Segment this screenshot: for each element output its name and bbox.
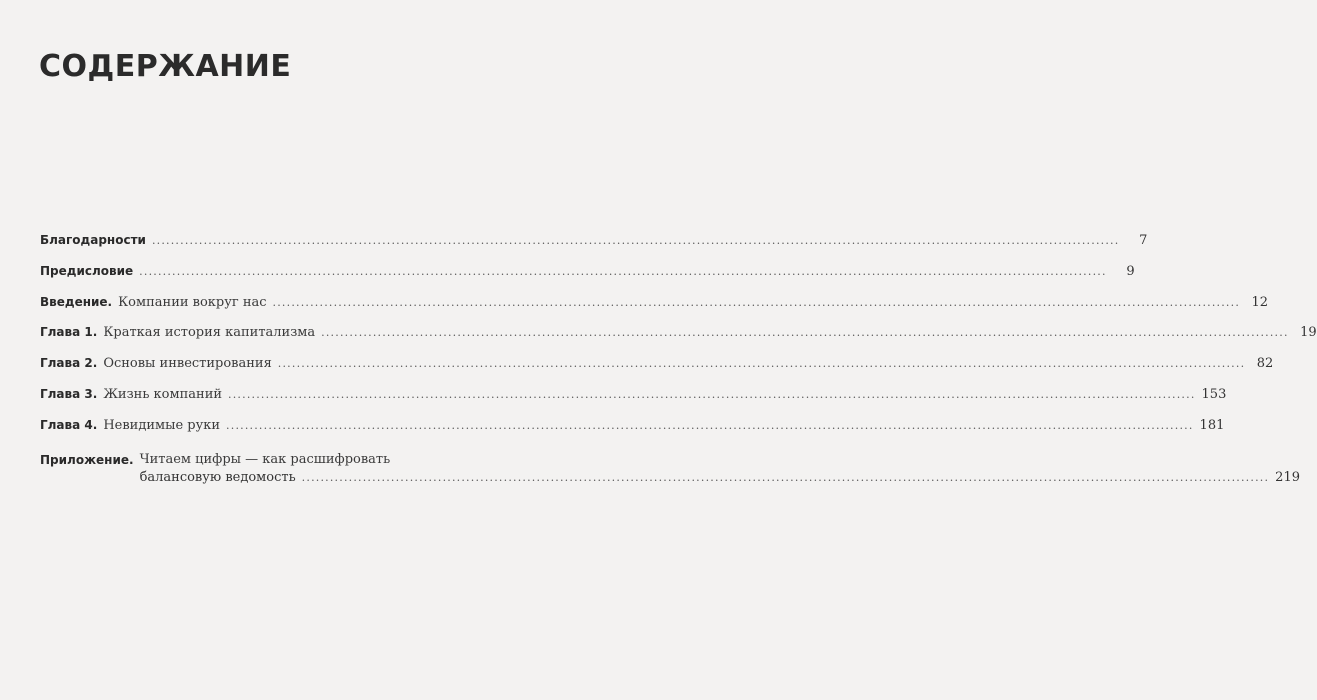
toc-entry-title: Компании вокруг нас [118, 294, 267, 310]
dot-leader [228, 388, 1196, 401]
toc-entry-chapter-3[interactable] [40, 386, 1227, 418]
dot-leader [152, 234, 1120, 247]
toc-entry-label: Введение. [40, 294, 113, 309]
toc-page-number: 9 [1126, 263, 1135, 279]
toc-page-number: 181 [1199, 417, 1225, 433]
toc-page-number: 12 [1251, 294, 1269, 310]
toc-page-number: 19 [1300, 325, 1317, 341]
toc-entry-label: Предисловие [40, 263, 134, 278]
dot-leader [226, 419, 1194, 432]
toc-entry-introduction[interactable] [40, 294, 1269, 326]
toc-entry-label: Глава 2. [40, 356, 98, 371]
toc-page-number: 153 [1201, 386, 1227, 402]
page-title: СОДЕРЖАНИЕ [39, 49, 292, 84]
dot-leader [321, 326, 1289, 339]
toc-entry-title-line: Читаем цифры — как расшифровать [139, 451, 391, 467]
toc-page-number: 219 [1275, 469, 1300, 485]
toc-entry-preface[interactable] [40, 263, 1135, 295]
toc-entry-label: Глава 3. [40, 386, 98, 401]
dot-leader [302, 469, 1270, 487]
toc-entry-title-line-with-page [140, 469, 1300, 487]
toc-entry-label: Приложение. [40, 452, 134, 467]
table-of-contents [40, 233, 1317, 487]
dot-leader [273, 296, 1241, 309]
toc-page-number: 7 [1139, 233, 1148, 248]
toc-entry-chapter-4[interactable] [40, 417, 1225, 449]
toc-entry-title: Жизнь компаний [103, 386, 223, 402]
toc-entry-label: Глава 4. [40, 417, 98, 432]
toc-entry-appendix[interactable] [40, 451, 1300, 487]
toc-entry-chapter-1[interactable] [40, 325, 1317, 356]
toc-entry-title-line: балансовую ведомость [139, 469, 296, 485]
dot-leader [278, 357, 1246, 370]
toc-entry-acknowledgements[interactable] [40, 233, 1148, 264]
toc-page-number: 82 [1256, 356, 1274, 372]
toc-entry-title: Невидимые руки [103, 417, 221, 433]
toc-entry-chapter-2[interactable] [40, 356, 1274, 387]
toc-entry-title-block [140, 451, 1300, 487]
dot-leader [139, 265, 1107, 278]
toc-entry-label: Глава 1. [40, 325, 98, 340]
toc-entry-title: Основы инвестирования [103, 356, 272, 372]
toc-entry-label: Благодарности [40, 233, 146, 247]
toc-entry-title: Краткая история капитализма [103, 325, 316, 341]
